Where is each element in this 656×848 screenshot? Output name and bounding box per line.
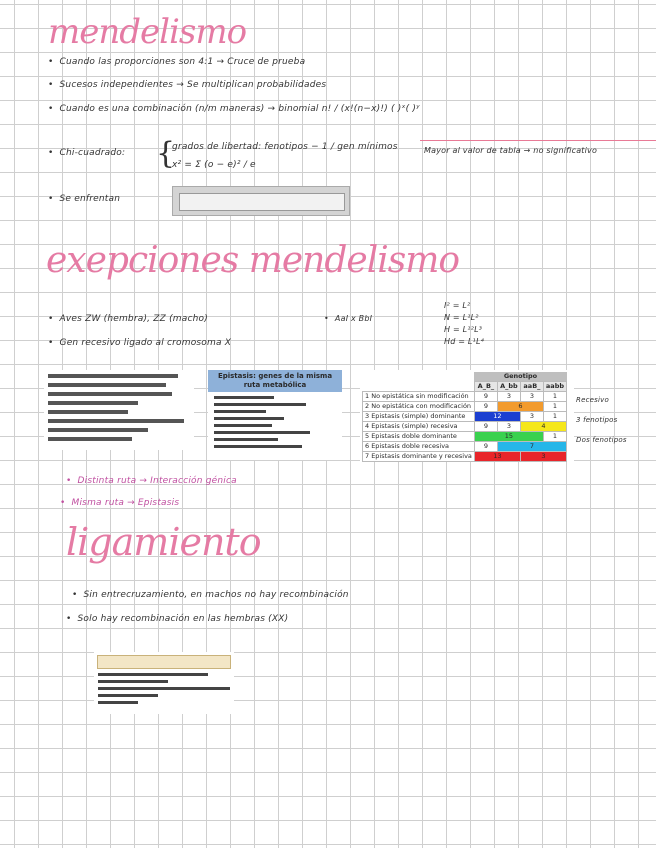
- chi-detail-line: x² = Σ (o − e)² / e: [172, 160, 256, 170]
- column-header: aaB_: [520, 382, 543, 392]
- table-cell: 3: [520, 452, 566, 462]
- table-cell: 9: [474, 402, 497, 412]
- table-row: [363, 412, 567, 422]
- note-line: • Sucesos independientes → Se multiplican probabilidades: [48, 80, 326, 90]
- table-cell: 3: [520, 392, 543, 402]
- text-line-mark: [98, 701, 138, 704]
- table-row: [363, 402, 567, 412]
- note-line: • Chi-cuadrado:: [48, 148, 125, 158]
- text-line-mark: [214, 431, 310, 434]
- pink-note: • Distinta ruta → Interacción génica: [66, 476, 237, 486]
- row-label: 2 No epistática con modificación: [363, 402, 475, 412]
- pasted-notes-lines: [48, 374, 194, 441]
- formula-item: H = L¹²L³: [444, 325, 483, 334]
- side-note: Mayor al valor de tabla → no significativo: [424, 146, 598, 155]
- column-header: A_bb: [497, 382, 520, 392]
- table-cell: 3: [520, 412, 543, 422]
- section-title-mendelismo: mendelismo: [48, 12, 247, 52]
- table-cell: 9: [474, 422, 497, 432]
- text-line-mark: [48, 437, 132, 441]
- text-line-mark: [48, 428, 148, 432]
- epistasis-table: [362, 372, 567, 462]
- note-line: • Se enfrentan: [48, 194, 120, 204]
- epistasis-panel: [208, 370, 342, 460]
- table-cell: 1: [543, 432, 566, 442]
- text-line-mark: [98, 680, 168, 683]
- table-cell: 6: [497, 402, 543, 412]
- formula-list: [444, 300, 484, 348]
- note-line: • Cuando las proporciones son 4:1 → Cruce de prueba: [48, 57, 305, 67]
- pasted-formula-image: [172, 186, 350, 216]
- side-label: Dos fenotipos: [576, 436, 627, 444]
- table-cell: 1: [543, 392, 566, 402]
- table-cell: 9: [474, 442, 497, 452]
- formula-item: Hd = L¹L⁴: [444, 337, 485, 346]
- row-label: 3 Epistasis (simple) dominante: [363, 412, 475, 422]
- table-row: [363, 392, 567, 402]
- formula-item: N = L¹L²: [444, 313, 479, 322]
- table-side-labels: [576, 390, 627, 450]
- chi-detail-line: grados de libertad: fenotipos − 1 / gen mínimos: [172, 142, 398, 152]
- side-label: 3 fenotipos: [576, 416, 618, 424]
- table-row: [363, 452, 567, 462]
- text-line-mark: [214, 445, 302, 448]
- brace-glyph: {: [156, 136, 176, 171]
- text-line-mark: [48, 383, 166, 387]
- epistasis-panel-lines: [214, 396, 338, 448]
- text-line-mark: [48, 410, 128, 414]
- text-line-mark: [48, 392, 172, 396]
- table-title: Genotipo: [474, 372, 566, 382]
- text-line-mark: [98, 687, 230, 690]
- text-line-mark: [98, 694, 158, 697]
- table-cell: 12: [474, 412, 520, 422]
- text-line-mark: [214, 396, 274, 399]
- pasted-ligamiento-image: [94, 652, 234, 714]
- note-line: • Sin entrecruzamiento, en machos no hay recombinación: [72, 590, 349, 600]
- column-header: A_B_: [474, 382, 497, 392]
- text-line-mark: [214, 424, 272, 427]
- text-line-mark: [48, 401, 138, 405]
- table-cell: 1: [543, 402, 566, 412]
- section-title-ligamiento: ligamiento: [66, 520, 261, 564]
- table-title-row: [363, 372, 567, 382]
- text-line-mark: [214, 403, 306, 406]
- table-row: [363, 422, 567, 432]
- table-cell: 4: [520, 422, 566, 432]
- table-header-row: [363, 382, 567, 392]
- table-row: [363, 442, 567, 452]
- pasted-notes-image: [44, 370, 194, 450]
- row-label: 7 Epistasis dominante y recesiva: [363, 452, 475, 462]
- text-line-mark: [48, 419, 184, 423]
- epistasis-panel-title: Epistasis: genes de la misma ruta metabólica: [208, 370, 342, 392]
- note-line: • Solo hay recombinación en las hembras (XX): [66, 614, 288, 624]
- table-row: [363, 432, 567, 442]
- row-label: 5 Epistasis doble dominante: [363, 432, 475, 442]
- table-cell: 3: [497, 392, 520, 402]
- pasted-ligamiento-lines: [98, 673, 234, 704]
- text-line-mark: [98, 673, 208, 676]
- row-label: 4 Epistasis (simple) recesiva: [363, 422, 475, 432]
- highlight-box: [97, 655, 231, 669]
- formula-line: • AaI x BbI: [324, 314, 372, 323]
- side-label: Recesivo: [576, 396, 609, 404]
- note-line: • Gen recesivo ligado al cromosoma X: [48, 338, 231, 348]
- table-cell: 3: [497, 422, 520, 432]
- note-line: • Aves ZW (hembra), ZZ (macho): [48, 314, 208, 324]
- note-line: • Cuando es una combinación (n/m maneras) → binomial n! / (x!(n−x)!) ( )ˣ( )ʸ: [48, 104, 420, 114]
- text-line-mark: [214, 417, 284, 420]
- text-line-mark: [214, 410, 266, 413]
- pink-note: • Misma ruta → Epistasis: [60, 498, 179, 508]
- table-cell: 13: [474, 452, 520, 462]
- section-title-excepciones: exepciones mendelismo: [46, 240, 460, 281]
- formula-placeholder: [179, 193, 345, 211]
- formula-item: I² = L²: [444, 301, 471, 310]
- text-line-mark: [214, 438, 278, 441]
- table-cell: 1: [543, 412, 566, 422]
- text-line-mark: [48, 374, 178, 378]
- table-cell: 9: [474, 392, 497, 402]
- column-header: aabb: [543, 382, 566, 392]
- divider-line: [420, 140, 656, 141]
- table-cell: 7: [497, 442, 566, 452]
- table-cell: 15: [474, 432, 543, 442]
- row-label: 6 Epistasis doble recesiva: [363, 442, 475, 452]
- row-label: 1 No epistática sin modificación: [363, 392, 475, 402]
- epistasis-table-image: [360, 370, 574, 462]
